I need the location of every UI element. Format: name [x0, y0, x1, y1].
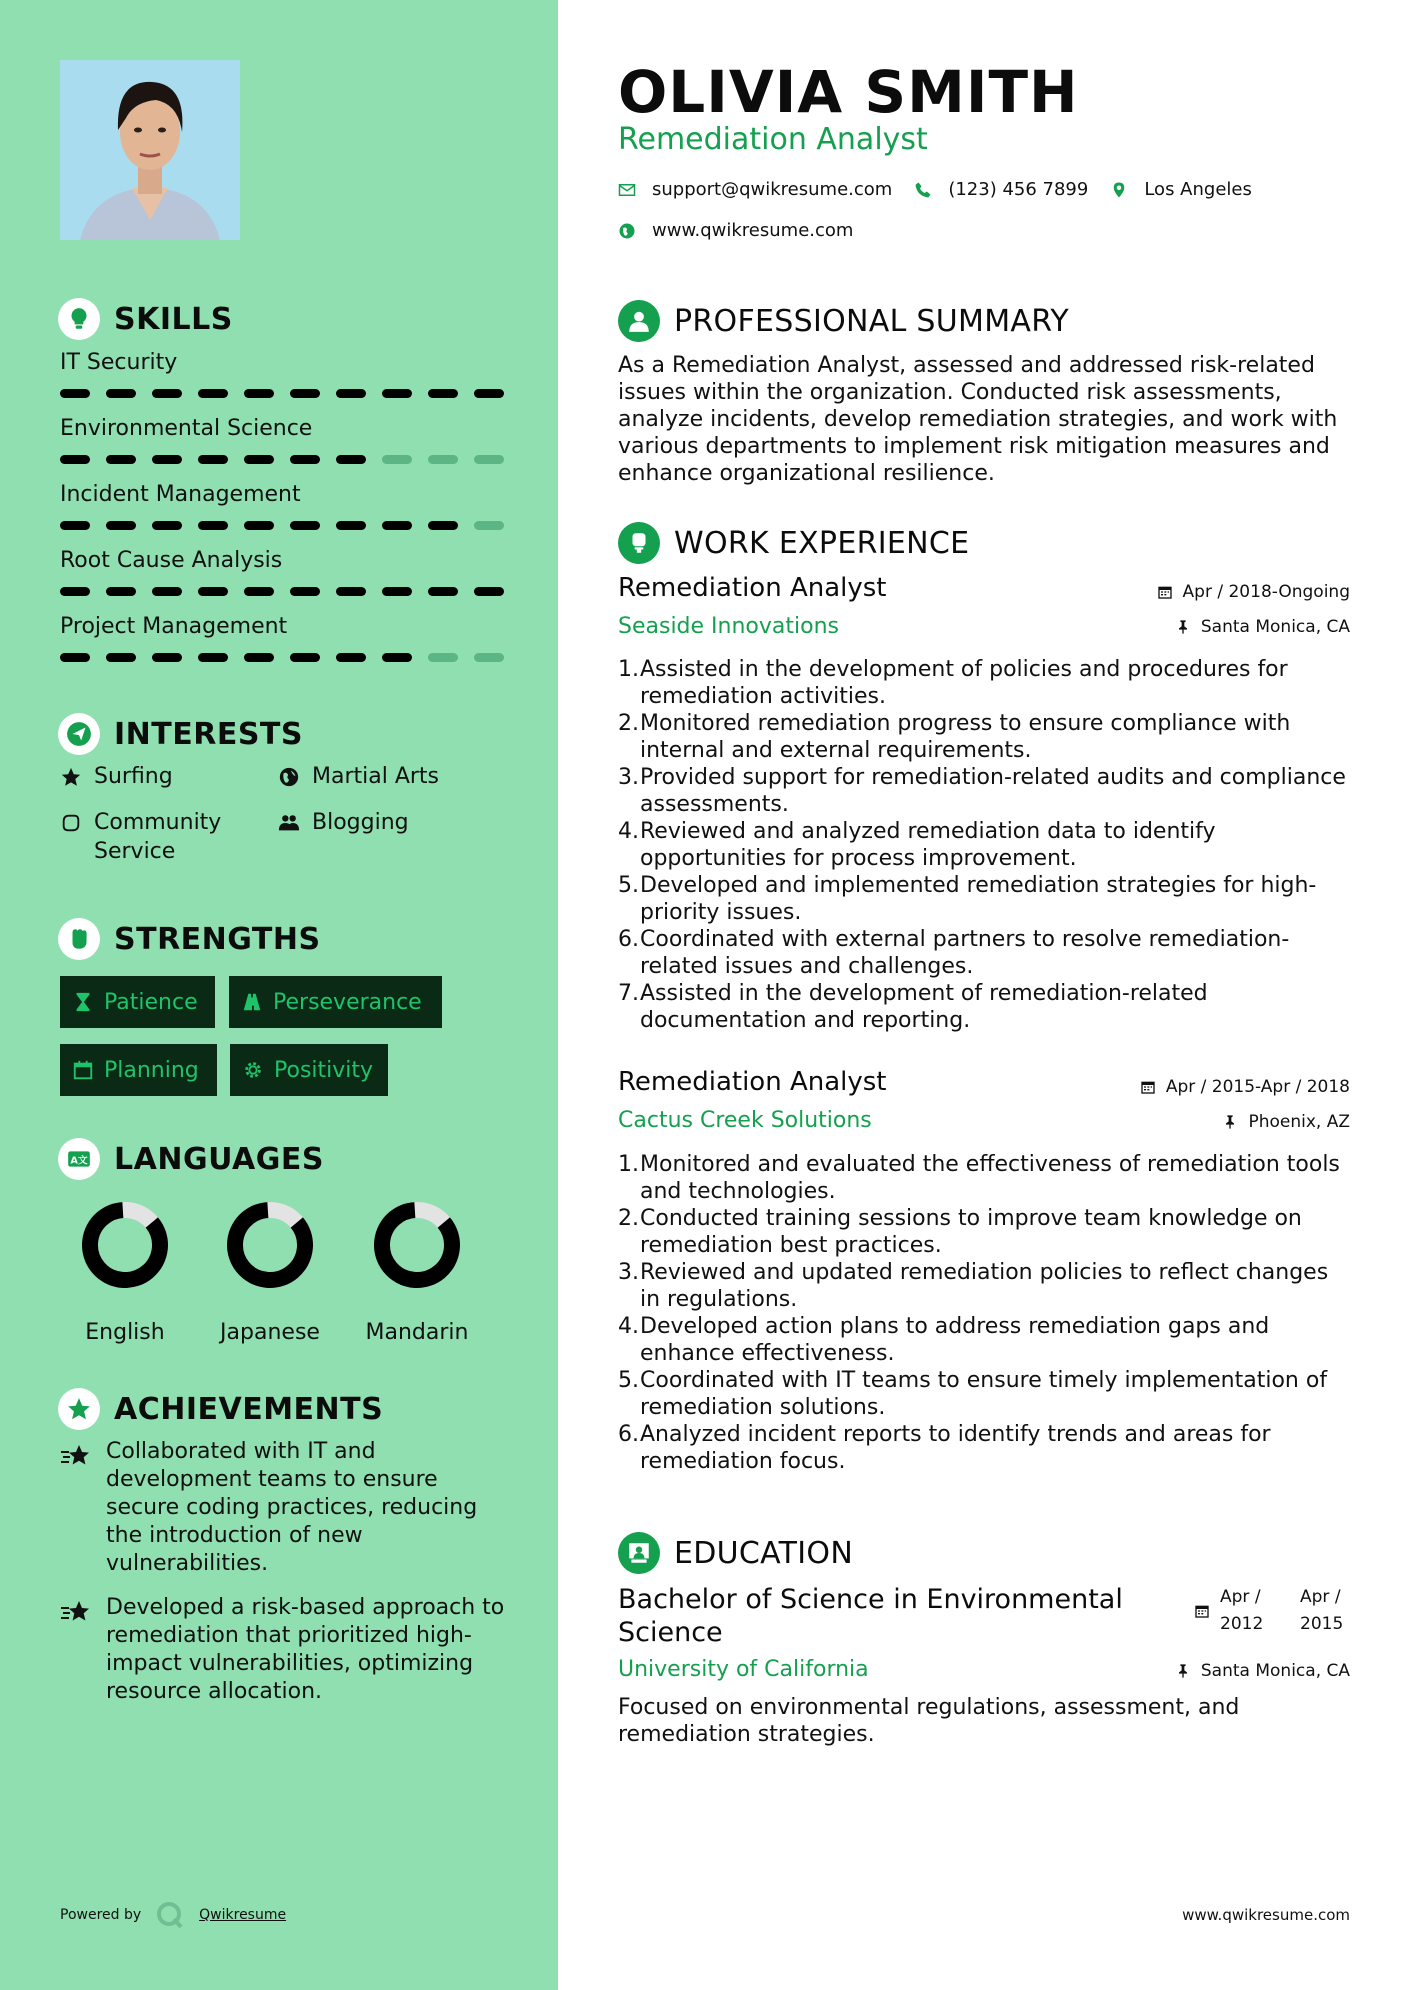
skill-dash-filled [244, 455, 274, 464]
email-link[interactable]: support@qwikresume.com [652, 179, 893, 200]
achievement-item [60, 1594, 510, 1706]
profile-photo [60, 60, 240, 240]
hand-icon [60, 812, 82, 834]
footer-website-link[interactable]: www.qwikresume.com [1182, 1906, 1350, 1924]
job-bullet [618, 1151, 1350, 1205]
shooting-star-icon [60, 1598, 92, 1626]
job-bullet [618, 1421, 1350, 1475]
skill-rating [60, 389, 510, 398]
bullet-text: Assisted in the development of policies and procedures for remediation activities. [640, 657, 1288, 709]
skill-dash-filled [198, 455, 228, 464]
job-bullet [618, 926, 1350, 980]
calendar-icon [1157, 584, 1173, 600]
skill-item [60, 416, 510, 464]
svg-text:A文: A文 [70, 1155, 88, 1167]
summary-header [618, 300, 1069, 342]
language-donut [225, 1200, 315, 1290]
sidebar [0, 0, 558, 1990]
summary-title: PROFESSIONAL SUMMARY [674, 303, 1070, 339]
skill-dash-filled [336, 653, 366, 662]
location-pin-icon [1110, 181, 1128, 199]
skill-rating [60, 587, 510, 596]
job-bullet [618, 1205, 1350, 1259]
education-end-date: Apr / 2015 [1300, 1587, 1344, 1634]
bullet-text: Monitored remediation progress to ensure compliance with internal and external requirements. [640, 711, 1291, 763]
education-location-text: Santa Monica, CA [1200, 1661, 1350, 1681]
pushpin-icon [1222, 1114, 1238, 1130]
bullet-number: 6. [618, 927, 639, 952]
achievement-text: Collaborated with IT and development teams to ensure secure coding practices, reducing the introduction of new vulnerabilities. [106, 1439, 478, 1576]
skill-name: IT Security [60, 350, 178, 375]
education-title: EDUCATION [674, 1535, 854, 1571]
bullet-text: Reviewed and updated remediation policies to reflect changes in regulations. [640, 1260, 1329, 1312]
job-bullet [618, 1313, 1350, 1367]
skill-dash-filled [290, 521, 320, 530]
skill-dash-filled [336, 389, 366, 398]
degree-name: Bachelor of Science in Environmental Science [618, 1584, 1123, 1648]
language-item [60, 1200, 190, 1345]
candidate-name: OLIVIA SMITH [618, 58, 1079, 126]
interest-item [60, 808, 240, 866]
strength-label: Planning [104, 1057, 199, 1083]
skill-item [60, 350, 510, 398]
strengths-title: STRENGTHS [114, 921, 321, 957]
skill-dash-filled [60, 389, 90, 398]
job-bullet [618, 818, 1350, 872]
fist-icon [58, 918, 100, 960]
job-title: Remediation Analyst [618, 573, 887, 603]
education-description: Focused on environmental regulations, assessment, and remediation strategies. [618, 1695, 1240, 1747]
skill-dash-filled [336, 521, 366, 530]
phone-icon [914, 181, 932, 199]
paper-plane-icon [58, 713, 100, 755]
bullet-text: Coordinated with IT teams to ensure timely implementation of remediation solutions. [640, 1368, 1328, 1420]
skill-dash-filled [244, 653, 274, 662]
pushpin-icon [1175, 1663, 1191, 1679]
hourglass-icon [72, 991, 94, 1013]
job-bullet [618, 872, 1350, 926]
gear-icon [242, 1059, 264, 1081]
skill-dash-filled [152, 521, 182, 530]
job-title: Remediation Analyst [618, 1067, 887, 1097]
skill-dash-empty [474, 521, 504, 530]
language-item [205, 1200, 335, 1345]
strength-chip [229, 976, 442, 1028]
interest-item [60, 762, 173, 791]
skill-name: Project Management [60, 614, 288, 639]
skills-header [58, 298, 233, 340]
skill-dash-filled [60, 653, 90, 662]
skill-dash-filled [106, 653, 136, 662]
interest-label: Blogging [312, 810, 409, 835]
powered-by-label: Powered by [60, 1907, 142, 1923]
strength-label: Patience [104, 989, 198, 1015]
bullet-number: 5. [618, 873, 639, 898]
skill-rating [60, 521, 510, 530]
job-location-text: Phoenix, AZ [1248, 1112, 1350, 1132]
bullet-text: Analyzed incident reports to identify trends and areas for remediation focus. [640, 1422, 1271, 1474]
job-location-text: Santa Monica, CA [1200, 617, 1350, 637]
skill-dash-filled [382, 653, 412, 662]
language-donut [372, 1200, 462, 1290]
bullet-number: 1. [618, 1152, 639, 1177]
skill-dash-empty [474, 455, 504, 464]
achievement-text: Developed a risk-based approach to remediation that prioritized high-impact vulnerabilities, optimizing resource allocation. [106, 1595, 505, 1704]
skill-dash-filled [382, 521, 412, 530]
bullet-text: Developed action plans to address remediation gaps and enhance effectiveness. [640, 1314, 1270, 1366]
job-bullets [618, 1151, 1350, 1475]
skills-title: SKILLS [114, 301, 233, 337]
bullet-text: Reviewed and analyzed remediation data to identify opportunities for process improvement. [640, 819, 1216, 871]
globe-icon [278, 766, 300, 788]
language-name: Japanese [220, 1320, 320, 1345]
bullet-number: 3. [618, 765, 639, 790]
achievements-title: ACHIEVEMENTS [114, 1391, 384, 1427]
bullet-text: Provided support for remediation-related audits and compliance assessments. [640, 765, 1346, 817]
bullet-text: Developed and implemented remediation strategies for high-priority issues. [640, 873, 1317, 925]
job-bullet [618, 1367, 1350, 1421]
education-header [618, 1532, 853, 1574]
users-icon [278, 812, 300, 834]
interests-header [58, 713, 303, 755]
job-bullet [618, 656, 1350, 710]
qwikresume-link[interactable]: Qwikresume [199, 1907, 287, 1923]
interest-item [278, 762, 439, 791]
job-dates [1140, 1077, 1350, 1097]
skill-dash-filled [244, 587, 274, 596]
skill-dash-empty [428, 653, 458, 662]
interest-label: Surfing [94, 764, 173, 789]
bullet-text: Assisted in the development of remediation-related documentation and reporting. [640, 981, 1208, 1033]
skill-dash-filled [428, 521, 458, 530]
skill-rating [60, 455, 510, 464]
website-link[interactable]: www.qwikresume.com [652, 220, 854, 241]
skill-dash-filled [428, 389, 458, 398]
summary-text: As a Remediation Analyst, assessed and addressed risk-related issues within the organization. Conducted risk assessments, analyze incidents, develop remediation strategies, and work with various departments to implement risk mitigation measures and enhance organizational resilience. [618, 353, 1338, 486]
bullet-number: 3. [618, 1260, 639, 1285]
skill-dash-filled [244, 521, 274, 530]
strength-label: Perseverance [273, 989, 422, 1015]
language-item [352, 1200, 482, 1345]
bullet-text: Coordinated with external partners to resolve remediation-related issues and challenges. [640, 927, 1290, 979]
road-icon [241, 991, 263, 1013]
bullet-number: 1. [618, 657, 639, 682]
location-text: Los Angeles [1144, 179, 1252, 200]
languages-title: LANGUAGES [114, 1141, 324, 1177]
contact-row [618, 179, 1274, 200]
education-start-date: Apr / 2012 [1220, 1587, 1264, 1634]
star-badge-icon [58, 1388, 100, 1430]
job-dates-text: Apr / 2015-Apr / 2018 [1165, 1077, 1350, 1097]
strength-label: Positivity [274, 1057, 374, 1083]
education-dates [1194, 1584, 1350, 1638]
bullet-number: 6. [618, 1422, 639, 1447]
skill-dash-filled [336, 455, 366, 464]
school-name: University of California [618, 1657, 869, 1682]
skill-dash-filled [474, 389, 504, 398]
bullet-number: 4. [618, 1314, 639, 1339]
job-location [1175, 617, 1350, 637]
globe-icon [618, 222, 636, 240]
skill-dash-filled [106, 455, 136, 464]
calendar-icon [1194, 1603, 1210, 1619]
skill-dash-filled [152, 455, 182, 464]
skill-name: Incident Management [60, 482, 301, 507]
strength-chip [60, 976, 215, 1028]
lightbulb-icon [58, 298, 100, 340]
language-icon [58, 1138, 100, 1180]
user-icon [618, 300, 660, 342]
skill-dash-filled [152, 587, 182, 596]
skill-dash-empty [382, 455, 412, 464]
website-row [618, 220, 875, 241]
briefcase-icon [618, 522, 660, 564]
skill-dash-filled [336, 587, 366, 596]
bullet-number: 2. [618, 711, 639, 736]
qwikresume-logo-icon [155, 1900, 185, 1930]
bullet-number: 4. [618, 819, 639, 844]
skill-rating [60, 653, 510, 662]
job-dates [1157, 582, 1350, 602]
strength-chip [230, 1044, 388, 1096]
graduate-icon [618, 1532, 660, 1574]
skill-dash-filled [60, 455, 90, 464]
experience-header [618, 522, 969, 564]
achievements-header [58, 1388, 383, 1430]
strengths-header [58, 918, 321, 960]
skill-dash-filled [474, 587, 504, 596]
phone-number[interactable]: (123) 456 7899 [948, 179, 1089, 200]
pushpin-icon [1175, 619, 1191, 635]
job-bullet [618, 980, 1350, 1034]
skill-dash-filled [198, 587, 228, 596]
company-name: Seaside Innovations [618, 614, 839, 639]
bullet-text: Monitored and evaluated the effectiveness of remediation tools and technologies. [640, 1152, 1340, 1204]
shooting-star-icon [60, 1442, 92, 1470]
achievement-item [60, 1438, 510, 1578]
strength-chip [60, 1044, 217, 1096]
language-name: Mandarin [365, 1320, 469, 1345]
education-location [1175, 1661, 1350, 1681]
skill-dash-filled [198, 653, 228, 662]
skill-dash-filled [382, 389, 412, 398]
skill-dash-filled [106, 587, 136, 596]
skill-dash-filled [152, 389, 182, 398]
job-bullet [618, 764, 1350, 818]
company-name: Cactus Creek Solutions [618, 1108, 872, 1133]
calendar-icon [72, 1059, 94, 1081]
languages-header [58, 1138, 324, 1180]
skill-dash-filled [106, 521, 136, 530]
bullet-number: 5. [618, 1368, 639, 1393]
skill-dash-filled [290, 653, 320, 662]
bullet-text: Conducted training sessions to improve team knowledge on remediation best practices. [640, 1206, 1302, 1258]
skill-dash-filled [290, 389, 320, 398]
bullet-number: 7. [618, 981, 639, 1006]
language-donut [80, 1200, 170, 1290]
job-bullet [618, 1259, 1350, 1313]
job-dates-text: Apr / 2018-Ongoing [1182, 582, 1350, 602]
experience-title: WORK EXPERIENCE [674, 525, 970, 561]
envelope-icon [618, 181, 636, 199]
skill-dash-filled [198, 389, 228, 398]
skill-dash-filled [382, 587, 412, 596]
skill-dash-empty [428, 455, 458, 464]
skill-dash-filled [198, 521, 228, 530]
skill-dash-filled [106, 389, 136, 398]
skill-item [60, 548, 510, 596]
bullet-number: 2. [618, 1206, 639, 1231]
skill-item [60, 614, 510, 662]
skill-dash-filled [290, 587, 320, 596]
job-bullets [618, 656, 1350, 1034]
job-bullet [618, 710, 1350, 764]
skill-dash-filled [428, 587, 458, 596]
skill-item [60, 482, 510, 530]
job-location [1222, 1112, 1350, 1132]
skill-dash-filled [152, 653, 182, 662]
interest-label: Martial Arts [312, 764, 440, 789]
skill-name: Environmental Science [60, 416, 313, 441]
skill-dash-filled [244, 389, 274, 398]
candidate-role: Remediation Analyst [618, 122, 928, 157]
skill-dash-filled [60, 587, 90, 596]
skill-dash-filled [60, 521, 90, 530]
language-name: English [85, 1320, 165, 1345]
powered-by [60, 1900, 286, 1930]
skill-name: Root Cause Analysis [60, 548, 283, 573]
interest-item [278, 808, 409, 837]
interests-title: INTERESTS [114, 716, 303, 752]
skill-dash-filled [290, 455, 320, 464]
calendar-icon [1140, 1079, 1156, 1095]
star-icon [60, 766, 82, 788]
skill-dash-empty [474, 653, 504, 662]
interest-label: Community Service [94, 810, 222, 864]
